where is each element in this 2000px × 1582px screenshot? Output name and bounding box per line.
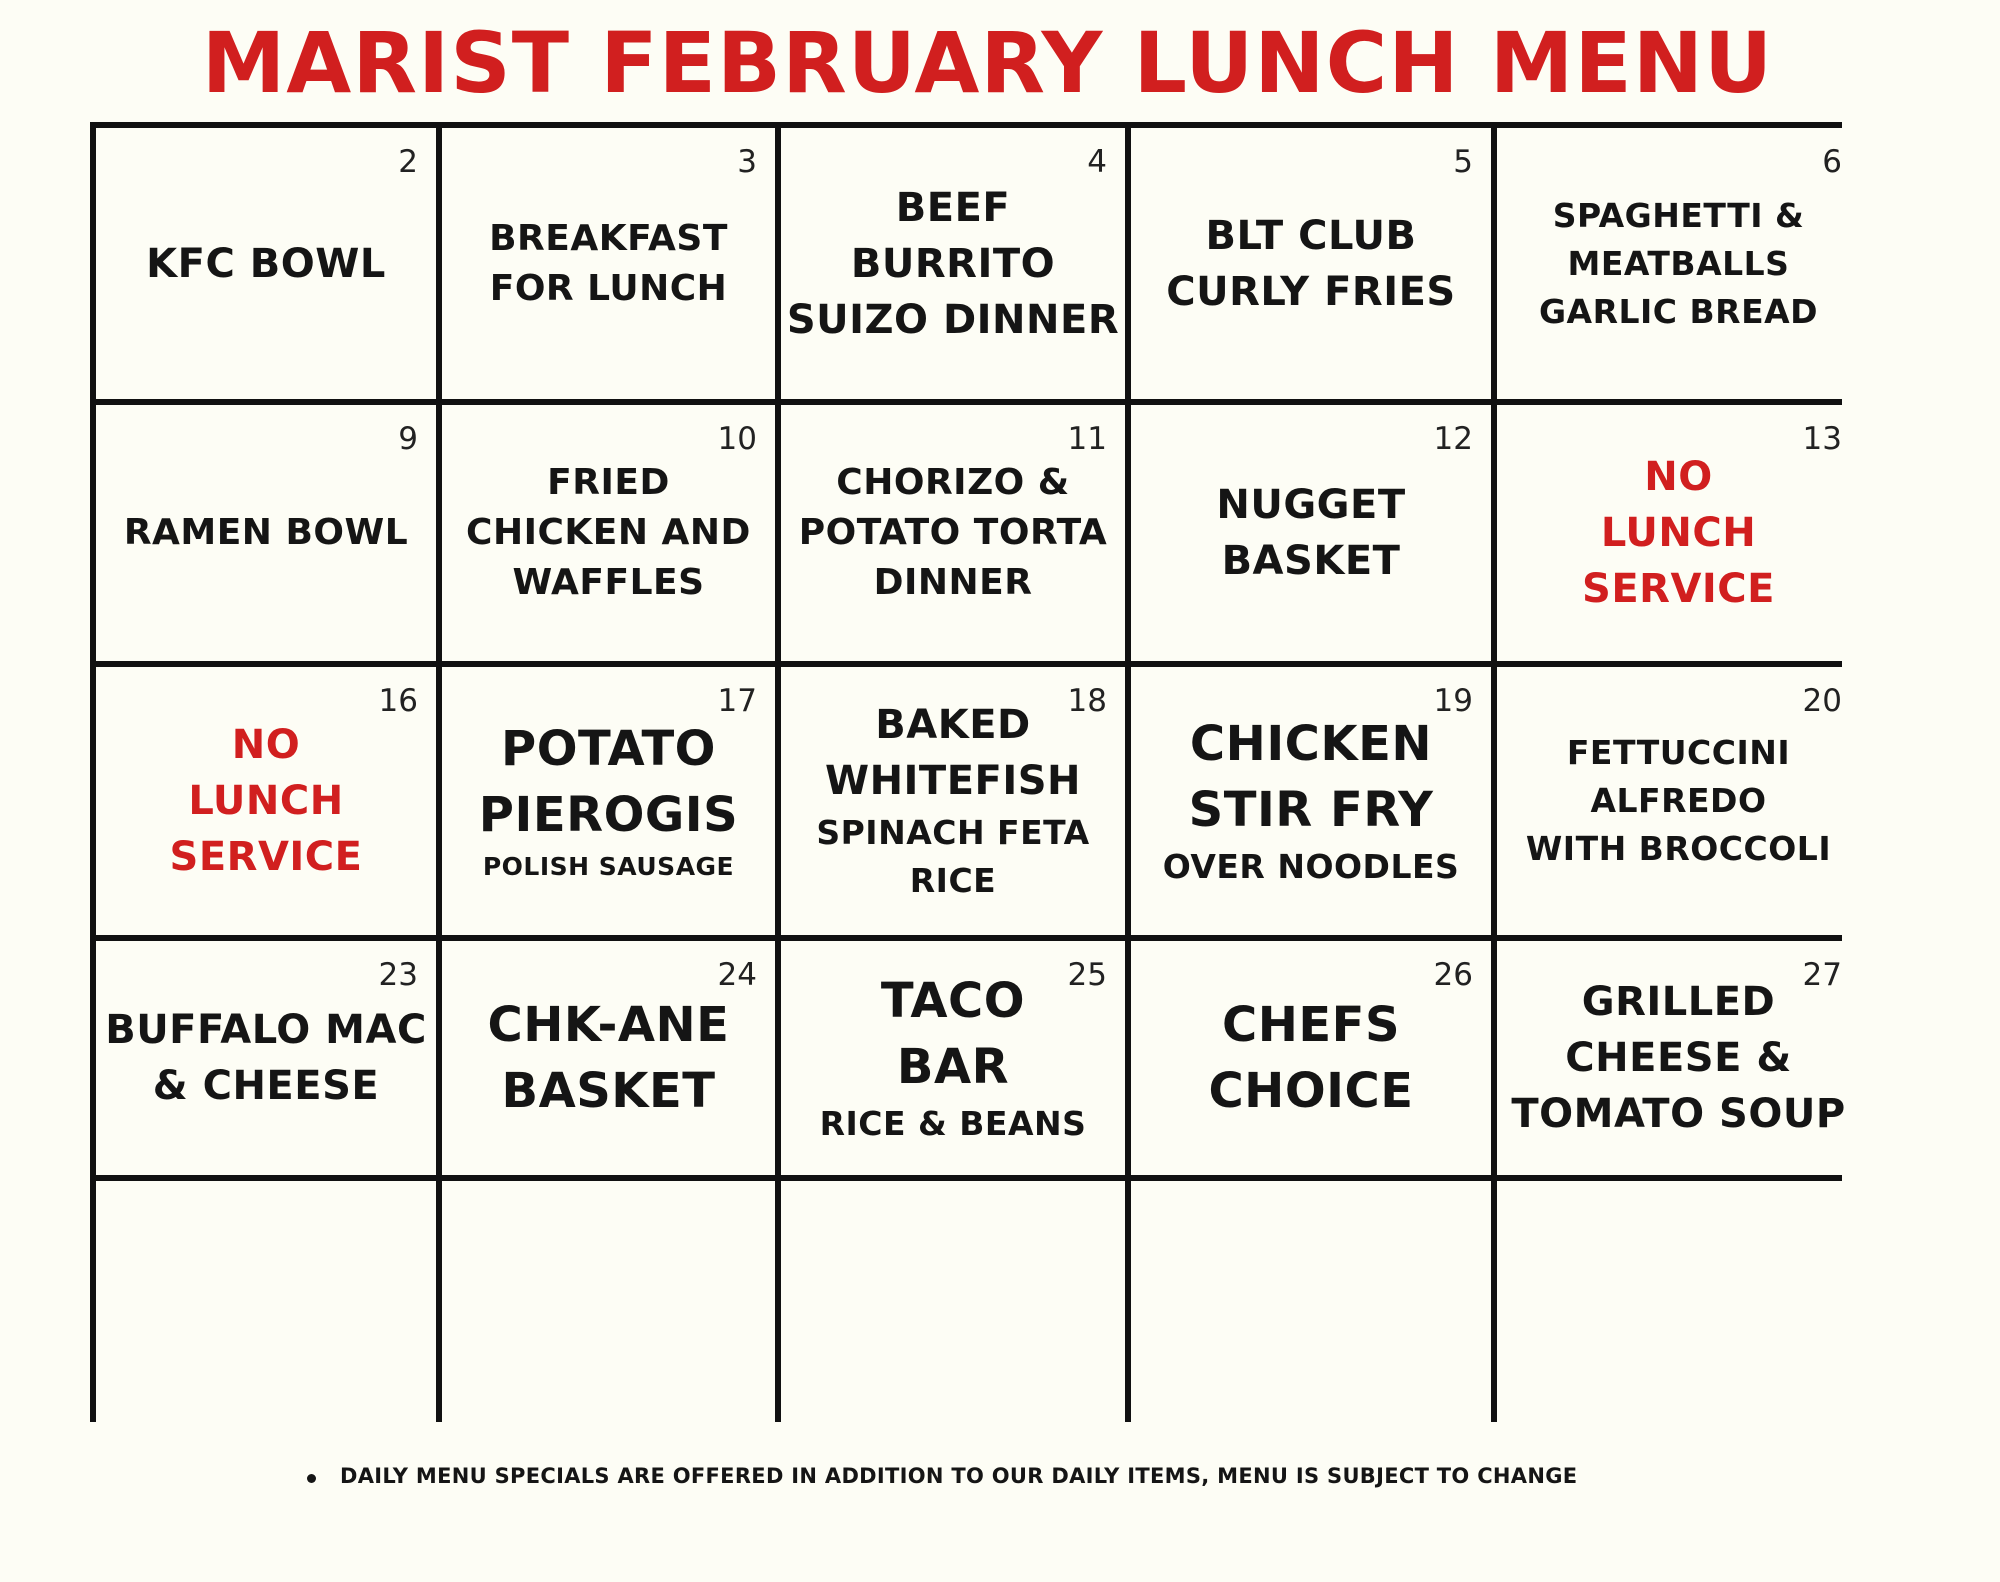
day-number: 2 <box>398 144 418 180</box>
day-cell <box>96 128 436 399</box>
menu-item-line: GRILLED <box>1581 979 1776 1025</box>
menu-item-side: OVER NOODLES <box>1162 847 1460 886</box>
menu-item-line: CHEESE & <box>1565 1035 1792 1081</box>
menu-item <box>785 405 1121 661</box>
menu-item <box>1135 941 1487 1175</box>
day-cell <box>781 405 1125 661</box>
day-cell <box>442 1181 775 1452</box>
menu-item-side: POLISH SAUSAGE <box>482 852 735 881</box>
menu-item-line: FOR LUNCH <box>489 267 728 309</box>
menu-item-line: FRIED <box>547 462 670 503</box>
menu-item <box>1501 1181 1856 1452</box>
day-number: 11 <box>1067 421 1107 457</box>
menu-item <box>1501 128 1856 399</box>
menu-item-line: MEATBALLS <box>1567 243 1790 283</box>
no-service-text: NO <box>231 722 301 768</box>
menu-item <box>100 1181 432 1452</box>
day-cell <box>1131 405 1491 661</box>
menu-item <box>446 405 771 661</box>
menu-item <box>785 1181 1121 1452</box>
day-cell <box>1131 667 1491 935</box>
menu-item <box>1501 941 1856 1175</box>
day-cell <box>1497 1181 1860 1452</box>
menu-item-line: ALFREDO <box>1590 781 1767 820</box>
menu-item <box>1501 405 1856 661</box>
no-service-text: SERVICE <box>1582 566 1775 612</box>
menu-item-line: CURLY FRIES <box>1166 268 1456 315</box>
day-number: 23 <box>378 957 418 993</box>
menu-item <box>785 667 1121 935</box>
day-number: 12 <box>1433 421 1473 457</box>
day-number: 27 <box>1802 957 1842 993</box>
menu-item-line: CHEFS <box>1221 997 1401 1053</box>
day-cell <box>781 1181 1125 1452</box>
day-number: 9 <box>398 421 418 457</box>
menu-item-line: CHICKEN AND <box>466 512 751 553</box>
day-cell <box>96 941 436 1175</box>
bullet-icon <box>307 1474 316 1483</box>
day-number: 10 <box>717 421 757 457</box>
day-cell <box>442 667 775 935</box>
menu-item-line: BUFFALO MAC <box>105 1007 427 1053</box>
menu-item-line: TOMATO SOUP <box>1511 1091 1846 1137</box>
menu-item-line: SUIZO DINNER <box>786 296 1120 343</box>
menu-item-line: GARLIC BREAD <box>1538 291 1819 331</box>
menu-item <box>446 128 771 399</box>
menu-item-line: CHOICE <box>1208 1063 1414 1119</box>
menu-item-line: BLT CLUB <box>1205 212 1417 259</box>
menu-item-line: CHORIZO & <box>836 462 1070 503</box>
menu-item-line: BAR <box>896 1039 1010 1095</box>
day-number: 5 <box>1453 144 1473 180</box>
day-number: 24 <box>717 957 757 993</box>
menu-item-line: NUGGET <box>1216 482 1406 528</box>
menu-item <box>100 941 432 1175</box>
day-cell <box>96 667 436 935</box>
day-cell <box>1497 128 1860 399</box>
no-service-text: LUNCH <box>188 778 344 824</box>
menu-item-line: CHICKEN <box>1189 716 1433 772</box>
day-number: 6 <box>1822 144 1842 180</box>
menu-item <box>1501 667 1856 935</box>
menu-item <box>785 128 1121 399</box>
menu-item-side: RICE & BEANS <box>819 1104 1087 1143</box>
menu-item <box>1135 667 1487 935</box>
menu-item-line: SPAGHETTI & <box>1552 195 1805 235</box>
menu-item-line: BASKET <box>501 1063 716 1119</box>
no-service-text: SERVICE <box>169 834 363 880</box>
day-cell <box>442 128 775 399</box>
day-number: 26 <box>1433 957 1473 993</box>
day-cell <box>1131 1181 1491 1452</box>
day-cell <box>1131 941 1491 1175</box>
menu-item-line: KFC BOWL <box>146 240 386 287</box>
menu-item-line: TACO <box>880 973 1026 1029</box>
day-number: 19 <box>1433 683 1473 719</box>
day-cell <box>781 128 1125 399</box>
no-service-text: LUNCH <box>1600 510 1757 556</box>
menu-item <box>785 941 1121 1175</box>
menu-item <box>1135 1181 1487 1452</box>
day-number: 4 <box>1087 144 1107 180</box>
day-cell <box>781 941 1125 1175</box>
menu-item-side: RICE <box>909 861 997 900</box>
day-cell <box>1131 128 1491 399</box>
day-number: 25 <box>1067 957 1107 993</box>
menu-item <box>1135 128 1487 399</box>
no-service-text: NO <box>1644 454 1713 500</box>
menu-item <box>100 128 432 399</box>
menu-item-line: WAFFLES <box>512 562 705 603</box>
menu-item-line: BASKET <box>1221 538 1401 584</box>
menu-item-side: SPINACH FETA <box>816 813 1090 852</box>
menu-item-line: WHITEFISH <box>824 758 1082 804</box>
menu-item-line: BREAKFAST <box>489 217 728 259</box>
menu-item <box>446 667 771 935</box>
menu-item-line: STIR FRY <box>1188 782 1434 838</box>
menu-item-line: FETTUCCINI <box>1566 733 1791 772</box>
menu-item-line: PIEROGIS <box>478 787 739 843</box>
day-number: 13 <box>1802 421 1842 457</box>
day-cell <box>781 667 1125 935</box>
menu-item-line: POTATO TORTA <box>798 512 1108 553</box>
menu-item-line: & CHEESE <box>152 1063 380 1109</box>
menu-item-line: CHK-ANE <box>487 997 730 1053</box>
menu-item <box>100 405 432 661</box>
page-title: MARIST FEBRUARY LUNCH MENU <box>201 14 1774 112</box>
day-cell <box>1497 667 1860 935</box>
day-number: 18 <box>1067 683 1107 719</box>
menu-item-line: BAKED <box>875 702 1031 748</box>
day-cell <box>1497 941 1860 1175</box>
day-cell <box>96 405 436 661</box>
menu-item <box>446 941 771 1175</box>
menu-item-line: BURRITO <box>850 240 1056 287</box>
menu-calendar-grid <box>90 122 1846 1422</box>
menu-item-line: POTATO <box>501 721 716 777</box>
day-number: 3 <box>737 144 757 180</box>
menu-item <box>1135 405 1487 661</box>
menu-item-line: RAMEN BOWL <box>123 512 409 553</box>
menu-item <box>446 1181 771 1452</box>
menu-item-line: WITH BROCCOLI <box>1525 829 1832 868</box>
day-number: 17 <box>717 683 757 719</box>
day-number: 16 <box>378 683 418 719</box>
menu-item-line: DINNER <box>873 562 1033 603</box>
menu-item <box>100 667 432 935</box>
day-number: 20 <box>1802 683 1842 719</box>
day-cell <box>442 941 775 1175</box>
day-cell <box>442 405 775 661</box>
day-cell <box>96 1181 436 1452</box>
footnote: DAILY MENU SPECIALS ARE OFFERED IN ADDITION TO OUR DAILY ITEMS, MENU IS SUBJECT TO CHANGE <box>340 1464 1578 1488</box>
day-cell <box>1497 405 1860 661</box>
menu-item-line: BEEF <box>895 184 1011 231</box>
